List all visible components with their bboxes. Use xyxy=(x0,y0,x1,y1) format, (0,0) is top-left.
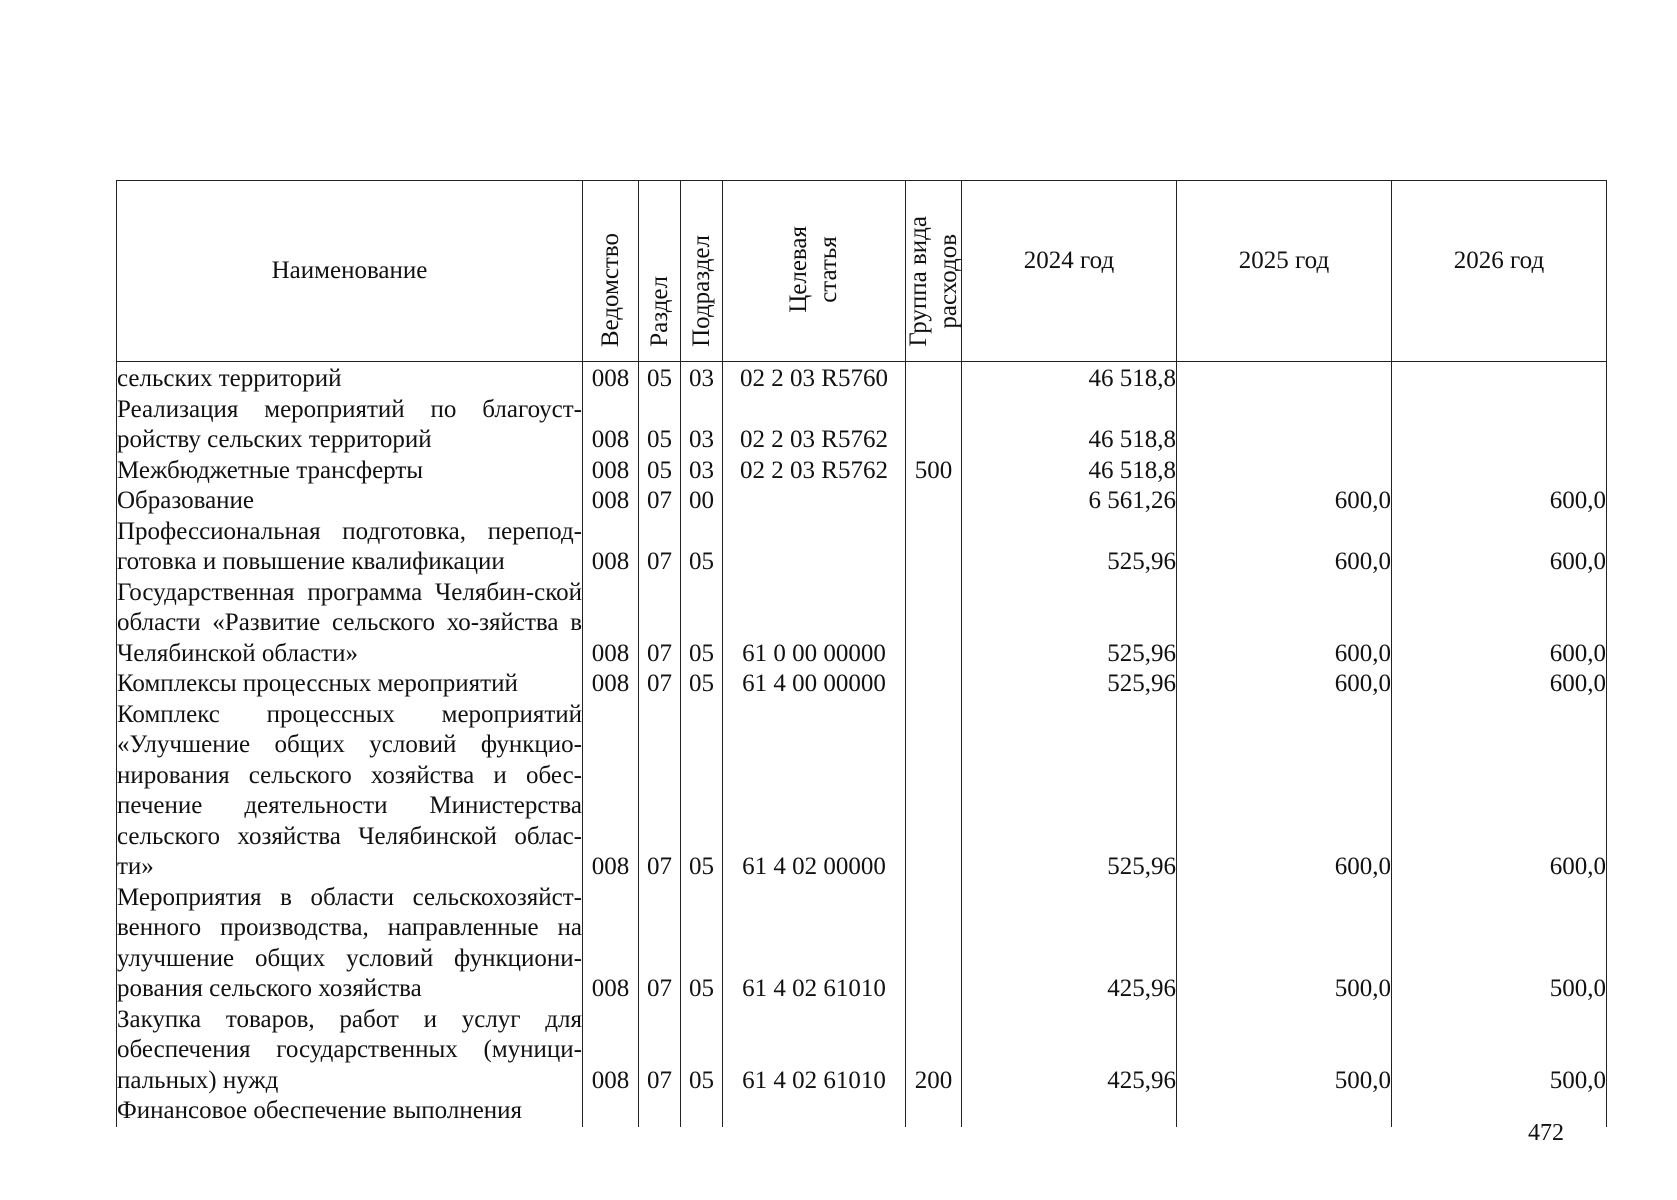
row-value-2024: 525,96 xyxy=(962,669,1177,700)
row-value-2025: 600,0 xyxy=(1177,517,1392,578)
row-value-2026 xyxy=(1392,395,1607,456)
row-podrazdel: 05 xyxy=(681,578,723,670)
row-value-2025 xyxy=(1177,362,1392,395)
row-podrazdel: 05 xyxy=(681,517,723,578)
row-vedomstvo: 008 xyxy=(583,669,639,700)
budget-table xyxy=(116,180,1607,1127)
row-value-2025: 600,0 xyxy=(1177,700,1392,883)
row-gruppa-vida xyxy=(906,1096,962,1127)
row-value-2025 xyxy=(1177,1096,1392,1127)
row-razdel: 07 xyxy=(639,700,681,883)
row-value-2025: 600,0 xyxy=(1177,669,1392,700)
row-razdel: 07 xyxy=(639,578,681,670)
row-value-2026 xyxy=(1392,1096,1607,1127)
row-celevaya-statya: 61 0 00 00000 xyxy=(723,578,906,670)
row-celevaya-statya: 61 4 02 00000 xyxy=(723,700,906,883)
row-razdel: 07 xyxy=(639,669,681,700)
row-value-2026: 600,0 xyxy=(1392,486,1607,517)
row-value-2025: 600,0 xyxy=(1177,486,1392,517)
row-value-2025 xyxy=(1177,456,1392,487)
row-name: Комплексы процессных мероприятий xyxy=(117,669,583,700)
header-gruppa: Группа вида расходов xyxy=(904,216,962,347)
row-name: Реализация мероприятий по благоуст-ройству сельских территорий xyxy=(117,395,583,456)
row-value-2026 xyxy=(1392,456,1607,487)
row-celevaya-statya: 02 2 03 R5760 xyxy=(723,362,906,395)
page-number: 472 xyxy=(1528,1120,1564,1146)
row-value-2026: 600,0 xyxy=(1392,700,1607,883)
header-podrazdel: Подраздел xyxy=(687,235,715,347)
row-celevaya-statya xyxy=(723,517,906,578)
row-value-2025: 500,0 xyxy=(1177,883,1392,1005)
row-value-2024: 46 518,8 xyxy=(962,362,1177,395)
row-value-2026: 500,0 xyxy=(1392,1005,1607,1097)
row-value-2025: 600,0 xyxy=(1177,578,1392,670)
row-celevaya-statya: 02 2 03 R5762 xyxy=(723,395,906,456)
row-vedomstvo: 008 xyxy=(583,578,639,670)
header-celevaya: Целевая статья xyxy=(785,225,842,313)
row-razdel: 07 xyxy=(639,1005,681,1097)
row-vedomstvo: 008 xyxy=(583,362,639,395)
row-razdel: 07 xyxy=(639,883,681,1005)
header-razdel-cell xyxy=(639,181,681,362)
row-value-2024: 525,96 xyxy=(962,578,1177,670)
header-name: Наименование xyxy=(117,181,583,362)
row-name: Профессиональная подготовка, перепод-готовка и повышение квалификации xyxy=(117,517,583,578)
row-vedomstvo: 008 xyxy=(583,395,639,456)
table-row xyxy=(117,700,1607,883)
row-podrazdel: 05 xyxy=(681,700,723,883)
row-celevaya-statya xyxy=(723,486,906,517)
row-podrazdel: 05 xyxy=(681,883,723,1005)
row-podrazdel: 00 xyxy=(681,486,723,517)
header-vedomstvo-cell xyxy=(583,181,639,362)
row-celevaya-statya: 61 4 00 00000 xyxy=(723,669,906,700)
table-row xyxy=(117,669,1607,700)
row-podrazdel: 03 xyxy=(681,362,723,395)
header-gruppa-cell xyxy=(906,181,962,362)
row-value-2024: 46 518,8 xyxy=(962,395,1177,456)
row-vedomstvo: 008 xyxy=(583,883,639,1005)
row-name: Мероприятия в области сельскохозяйст-венного производства, направленные на улучшение общих условий функциони-рования сельского хозяйства xyxy=(117,883,583,1005)
row-gruppa-vida xyxy=(906,486,962,517)
row-gruppa-vida xyxy=(906,669,962,700)
row-value-2025: 500,0 xyxy=(1177,1005,1392,1097)
row-razdel xyxy=(639,1096,681,1127)
row-celevaya-statya xyxy=(723,1096,906,1127)
row-value-2026: 600,0 xyxy=(1392,517,1607,578)
row-vedomstvo: 008 xyxy=(583,700,639,883)
row-value-2024: 425,96 xyxy=(962,1005,1177,1097)
table-header xyxy=(117,181,1607,362)
row-name: Межбюджетные трансферты xyxy=(117,456,583,487)
row-celevaya-statya: 61 4 02 61010 xyxy=(723,883,906,1005)
header-row xyxy=(117,181,1607,362)
header-2025: 2025 год xyxy=(1177,181,1392,362)
row-vedomstvo: 008 xyxy=(583,486,639,517)
table-row xyxy=(117,395,1607,456)
table-row xyxy=(117,1005,1607,1097)
table-row xyxy=(117,456,1607,487)
row-razdel: 07 xyxy=(639,486,681,517)
header-celevaya-cell xyxy=(723,181,906,362)
row-value-2024: 525,96 xyxy=(962,700,1177,883)
row-gruppa-vida xyxy=(906,883,962,1005)
row-value-2026: 500,0 xyxy=(1392,883,1607,1005)
row-gruppa-vida xyxy=(906,362,962,395)
row-gruppa-vida: 200 xyxy=(906,1005,962,1097)
row-podrazdel: 03 xyxy=(681,456,723,487)
row-podrazdel: 03 xyxy=(681,395,723,456)
row-vedomstvo: 008 xyxy=(583,456,639,487)
row-razdel: 05 xyxy=(639,362,681,395)
row-gruppa-vida xyxy=(906,578,962,670)
table-body xyxy=(117,362,1607,1127)
table-row xyxy=(117,517,1607,578)
row-value-2024: 425,96 xyxy=(962,883,1177,1005)
table-row xyxy=(117,883,1607,1005)
table-row xyxy=(117,578,1607,670)
row-vedomstvo xyxy=(583,1096,639,1127)
row-vedomstvo: 008 xyxy=(583,1005,639,1097)
row-gruppa-vida xyxy=(906,517,962,578)
header-2024: 2024 год xyxy=(962,181,1177,362)
header-podrazdel-cell xyxy=(681,181,723,362)
row-name: Финансовое обеспечение выполнения xyxy=(117,1096,583,1127)
row-gruppa-vida xyxy=(906,700,962,883)
row-name: Закупка товаров, работ и услуг для обеспечения государственных (муници-пальных) нужд xyxy=(117,1005,583,1097)
row-value-2026: 600,0 xyxy=(1392,669,1607,700)
row-value-2026: 600,0 xyxy=(1392,578,1607,670)
row-vedomstvo: 008 xyxy=(583,517,639,578)
row-value-2024 xyxy=(962,1096,1177,1127)
table-row xyxy=(117,362,1607,395)
row-podrazdel: 05 xyxy=(681,669,723,700)
table-row xyxy=(117,1096,1607,1127)
row-value-2025 xyxy=(1177,395,1392,456)
row-value-2026 xyxy=(1392,362,1607,395)
header-vedomstvo: Ведомство xyxy=(596,232,624,347)
row-razdel: 07 xyxy=(639,517,681,578)
row-podrazdel: 05 xyxy=(681,1005,723,1097)
row-razdel: 05 xyxy=(639,395,681,456)
table-row xyxy=(117,486,1607,517)
row-razdel: 05 xyxy=(639,456,681,487)
row-name: Образование xyxy=(117,486,583,517)
row-celevaya-statya: 61 4 02 61010 xyxy=(723,1005,906,1097)
row-gruppa-vida xyxy=(906,395,962,456)
row-name: Государственная программа Челябин-ской области «Развитие сельского хо-зяйства в Челябинской области» xyxy=(117,578,583,670)
row-celevaya-statya: 02 2 03 R5762 xyxy=(723,456,906,487)
row-value-2024: 6 561,26 xyxy=(962,486,1177,517)
header-2026: 2026 год xyxy=(1392,181,1607,362)
row-name: Комплекс процессных мероприятий «Улучшение общих условий функцио-нирования сельского хозяйства и обес-печение деятельности Министерства сельского хозяйства Челябинской облас-ти» xyxy=(117,700,583,883)
row-value-2024: 525,96 xyxy=(962,517,1177,578)
row-value-2024: 46 518,8 xyxy=(962,456,1177,487)
header-razdel: Раздел xyxy=(645,276,673,347)
row-name: сельских территорий xyxy=(117,362,583,395)
row-gruppa-vida: 500 xyxy=(906,456,962,487)
row-podrazdel xyxy=(681,1096,723,1127)
